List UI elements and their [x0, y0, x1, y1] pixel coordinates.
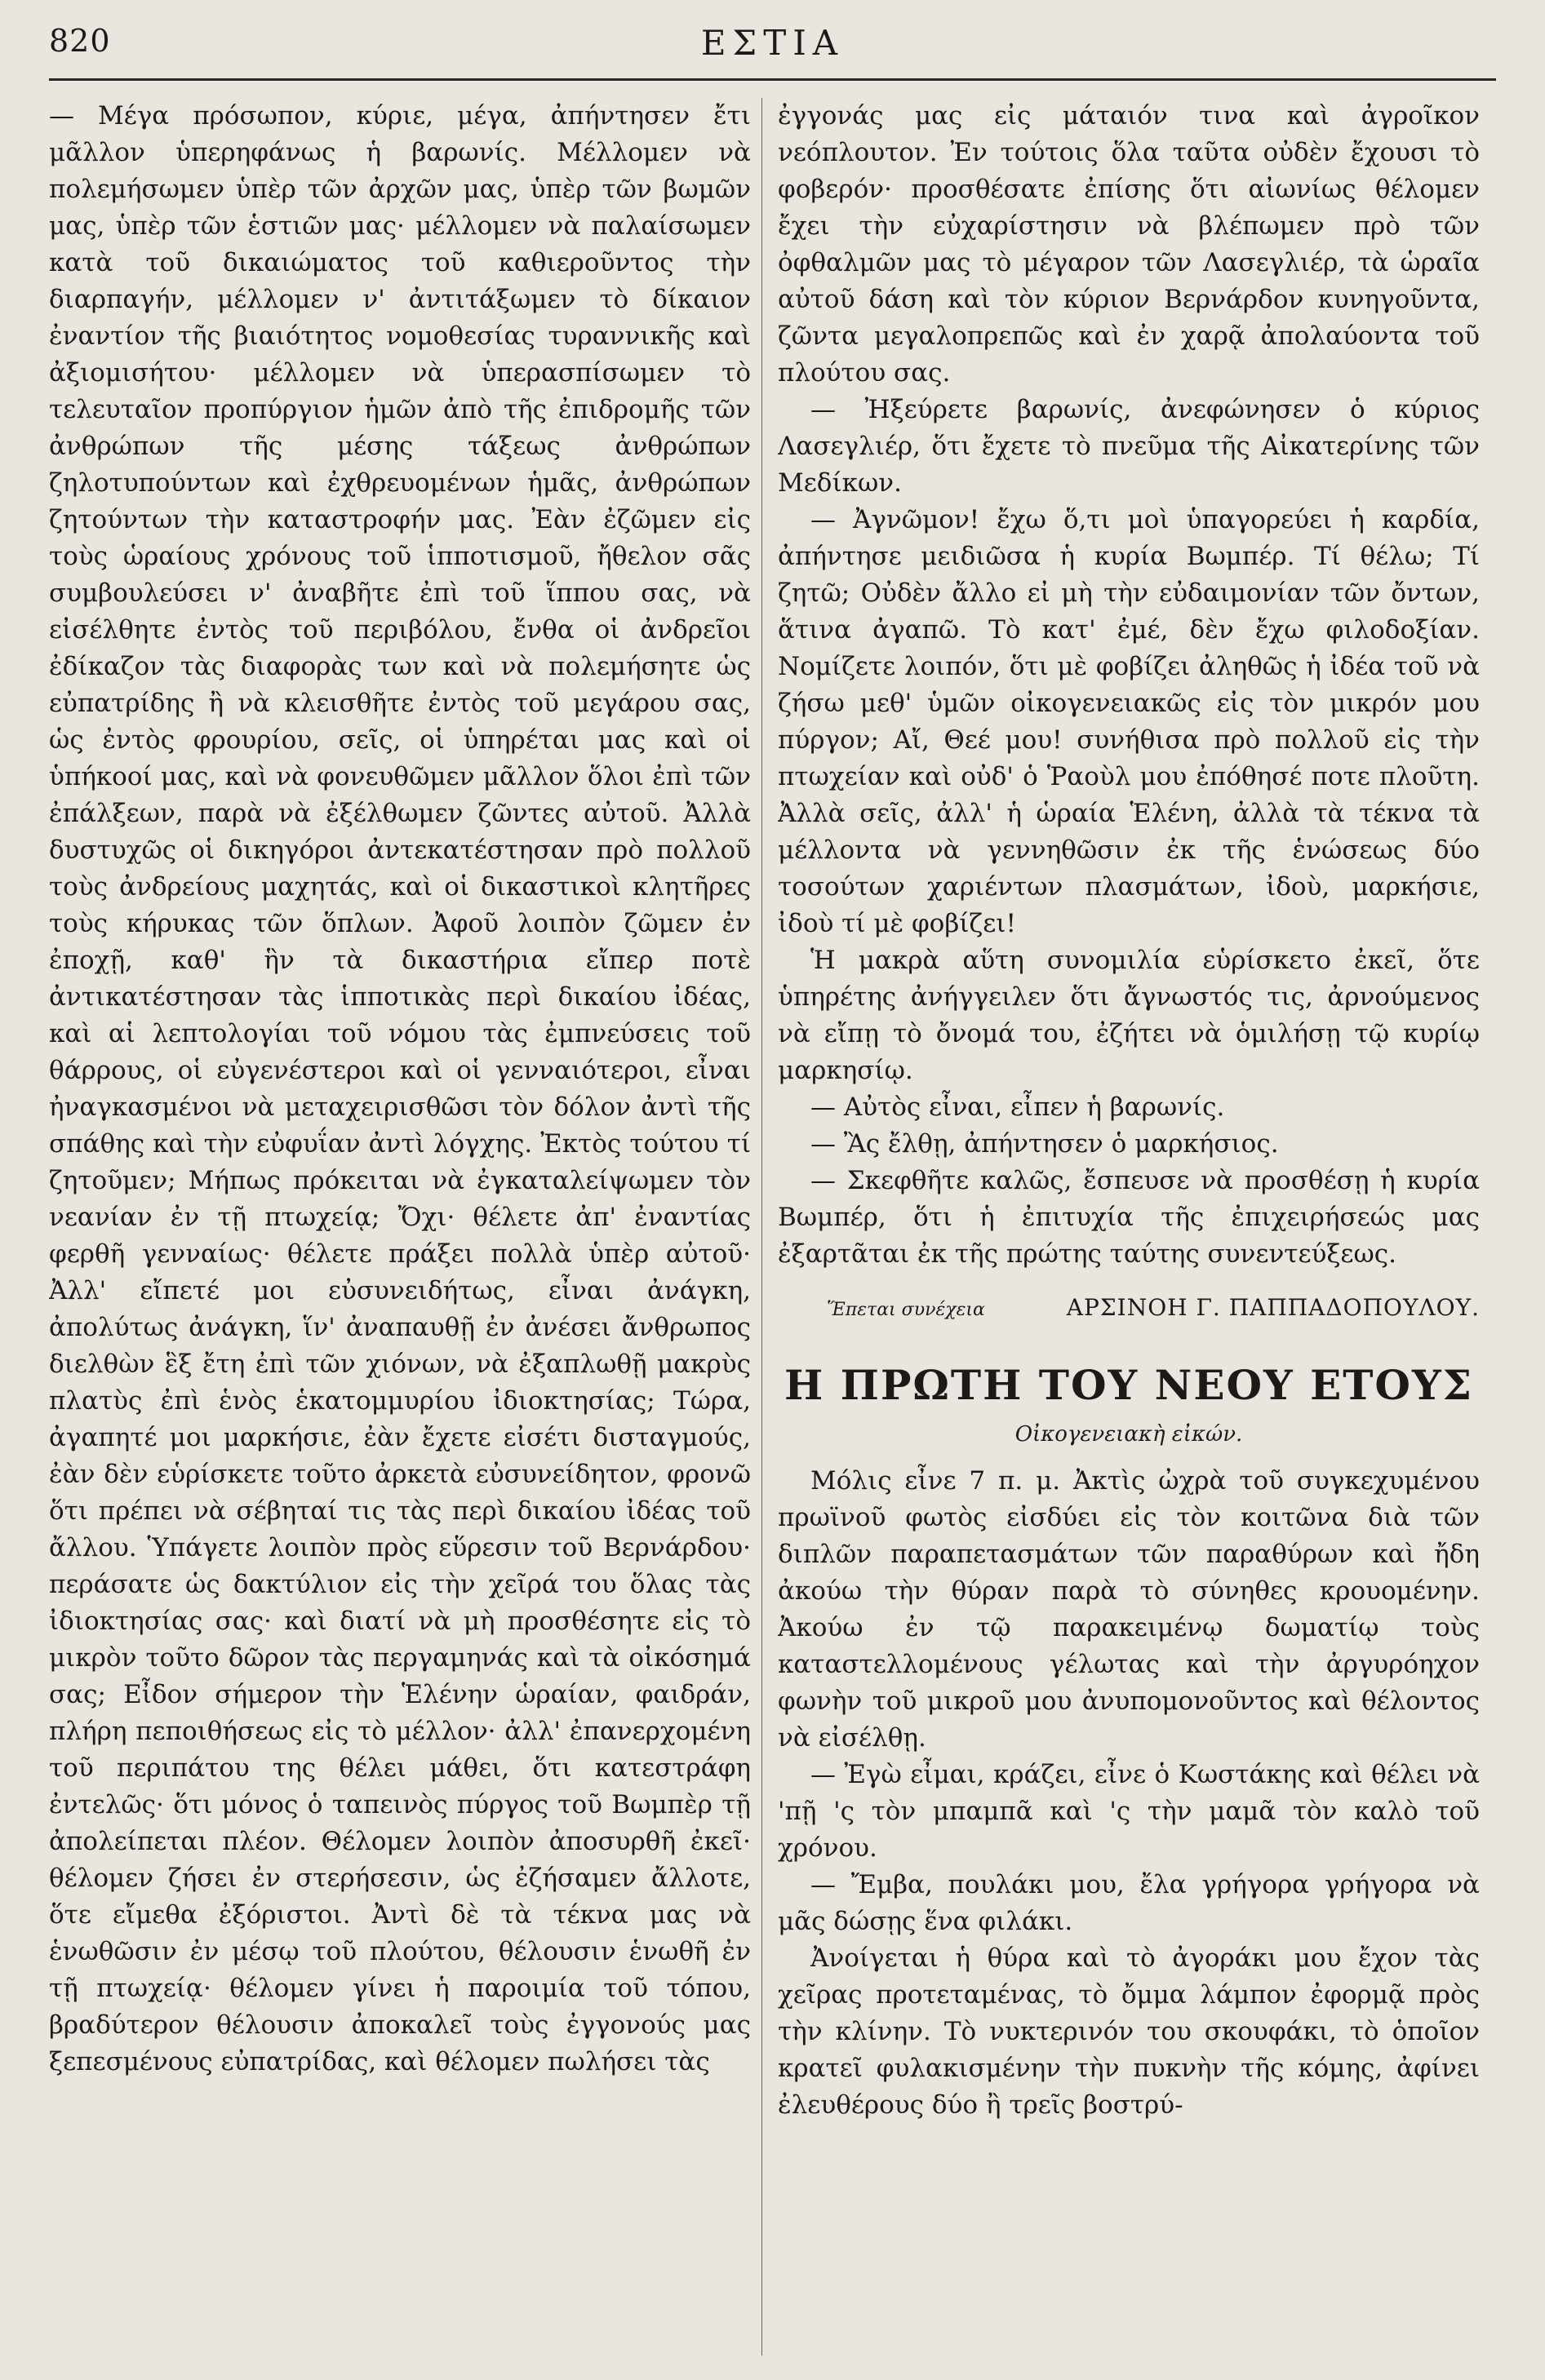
header-rule: [49, 78, 1496, 81]
paragraph: — Αὐτὸς εἶναι, εἶπεν ἡ βαρωνίς.: [810, 1092, 1225, 1122]
paragraph: Ἀνοίγεται ἡ θύρα καὶ τὸ ἀγοράκι μου ἔχον τὰς χεῖρας προτεταμένας, τὸ ὄμμα λάμπον ἐφορμᾷ πρὸς τὴν κλίνην. Τὸ νυκτερινόν του σκουφάκι, τὸ ὁποῖον κρατεῖ φυλακισμένην τὴν πυκνὴν τῆς κόμης, ἀφίνει ἐλευθέρους δύο ἢ τρεῖς βοστρύ-: [778, 1943, 1480, 2120]
paragraph: — Μέγα πρόσωπον, κύριε, μέγα, ἀπήντησεν ἔτι μᾶλλον ὑπερηφάνως ἡ βαρωνίς. Μέλλομεν νὰ πολεμήσωμεν ὑπὲρ τῶν ἀρχῶν μας, ὑπὲρ τῶν βωμῶν μας, ὑπὲρ τῶν ἑστιῶν μας· μέλλομεν νὰ παλαίσωμεν κατὰ τοῦ δικαιώματος τοῦ καθιεροῦντος τὴν διαρπαγήν, μέλλομεν ν' ἀντιτάξωμεν τὸ δίκαιον ἐναντίον τῆς βιαιότητος νομοθεσίας τυραννικῆς καὶ ἀξιομισήτου· μέλλομεν νὰ ὑπερασπίσωμεν τὸ τελευταῖον προπύργιον ἡμῶν ἀπὸ τῆς ἐπιδρομῆς τῶν ἀνθρώπων τῆς μέσης τάξεως ἀνθρώπων ζηλοτυπούντων καὶ ἐχθρευομένων ἡμᾶς, ἀνθρώπων ζητούντων τὴν καταστροφήν μας. Ἐὰν ἐζῶμεν εἰς τοὺς ὡραίους χρόνους τοῦ ἱπποτισμοῦ, ἤθελον σᾶς συμβουλεύσει ν' ἀναβῆτε ἐπὶ τοῦ ἵππου σας, νὰ εἰσέλθητε ἐντὸς τοῦ περιβόλου, ἔνθα οἱ ἀνδρεῖοι ἐδίκαζον τὰς διαφορὰς των καὶ νὰ πολεμήσητε ὡς εὐπατρίδης ἢ νὰ κλεισθῆτε ἐντὸς τοῦ μεγάρου σας, ὡς ἐντὸς φρουρίου, σεῖς, οἱ ὑπηρέται μας καὶ οἱ ὑπήκοοί μας, καὶ νὰ φονευθῶμεν μᾶλλον ὅλοι ἐπὶ τῶν ἐπάλξεων, παρὰ νὰ ἐξέλθωμεν ζῶντες αὐτοῦ. Ἀλλὰ δυστυχῶς οἱ δικηγόροι ἀντεκατέστησαν πρὸ πολλοῦ τοὺς ἀνδρείους μαχητάς, καὶ οἱ δικαστικοὶ κλητῆρες τοὺς κήρυκας τῶν ὅπλων. Ἀφοῦ λοιπὸν ζῶμεν ἐν ἐποχῇ, καθ' ἣν τὰ δικαστήρια εἴπερ ποτὲ ἀντικατέστησαν τὰς ἱπποτικὰς περὶ δικαίου ἰδέας, καὶ αἱ λεπτολογίαι τοῦ νόμου τὰς ἐμπνεύσεις τοῦ θάρρους, οἱ εὐγενέστεροι καὶ οἱ γενναιότεροι, εἶναι ἠναγκασμένοι νὰ μεταχειρισθῶσι τὸν δόλον ἀντὶ τῆς σπάθης καὶ τὴν εὐφυΐαν ἀντὶ λόγχης. Ἐκτὸς τούτου τί ζητοῦμεν; Μήπως πρόκειται νὰ ἐγκαταλείψωμεν τὸν νεανίαν ἐν τῇ πτωχείᾳ; Ὄχι· θέλετε ἀπ' ἐναντίας φερθῆ γενναίως· θέλετε πράξει πολλὰ ὑπὲρ αὐτοῦ· Ἀλλ' εἴπετέ μοι εὐσυνειδήτως, εἶναι ἀνάγκη, ἀπολύτως ἀνάγκη, ἵν' ἀναπαυθῇ ἐν ἀνέσει ἄνθρωπος διελθὼν ἓξ ἔτη ἐπὶ τῶν χιόνων, νὰ ἐξαπλωθῇ μακρὺς πλατὺς ἐπὶ ἑνὸς ἑκατομμυρίου ἰδιοκτησίας; Τώρα, ἀγαπητέ μοι μαρκήσιε, ἐὰν ἔχετε εἰσέτι δισταγμούς, ἐὰν δὲν εὑρίσκετε τοῦτο ἀρκετὰ εὐσυνείδητον, φρονῶ ὅτι πρέπει νὰ σέβηταί τις τὰς περὶ δικαίου ἰδέας τοῦ ἄλλου. Ὑπάγετε λοιπὸν πρὸς εὕρεσιν τοῦ Βερνάρδου· περάσατε ὡς δακτύλιον εἰς τὴν χεῖρά του ὅλας τὰς ἰδιοκτησίας σας· καὶ διατί νὰ μὴ προσθέσητε εἰς τὸ μικρὸν τοῦτο δῶρον τὰς περγαμηνάς καὶ τὰ οἰκόσημά σας; Εἶδον σήμερον τὴν Ἑλένην ὡραίαν, φαιδράν, πλήρη πεποιθήσεως εἰς τὸ μέλλον· ἀλλ' ἐπανερχομένη τοῦ περιπάτου της θέλει μάθει, ὅτι κατεστράφη ἐντελῶς· ὅτι μόνος ὁ ταπεινὸς πύργος τοῦ Βωμπὲρ τῇ ἀπολείπεται πλέον. Θέλομεν λοιπὸν ἀποσυρθῆ ἐκεῖ· θέλομεν ζήσει ἐν στερήσεσιν, ὡς ἐζήσαμεν ἄλλοτε, ὅτε εἴμεθα ἐξόριστοι. Ἀντὶ δὲ τὰ τέκνα μας νὰ ἑνωθῶσιν ἐν μέσῳ τοῦ πλούτου, θέλουσιν ἑνωθῆ ἐν τῇ πτωχείᾳ· θέλομεν γίνει ἡ παροιμία τοῦ τόπου, βραδύτερον θέλουσιν ἀποκαλεῖ τοὺς ἐγγονούς μας ξεπεσμένους εὐπατρίδας, καὶ θέλομεν πωλήσει τὰς: [49, 101, 751, 2076]
paragraph: Μόλις εἶνε 7 π. μ. Ἀκτὶς ὠχρὰ τοῦ συγκεχυμένου πρωϊνοῦ φωτὸς εἰσδύει εἰς τὸν κοιτῶνα διὰ τῶν διπλῶν παραπετασμάτων τῶν παραθύρων καὶ ἤδη ἀκούω τὴν θύραν παρὰ τὸ σύνηθες κρουομένην. Ἀκούω ἐν τῷ παρακειμένῳ δωματίῳ τοὺς καταστελλομένους γέλωτας καὶ τὴν ἀργυρόηχον φωνὴν τοῦ μικροῦ μου ἀνυπομονοῦντος καὶ θέλοντος νὰ εἰσέλθῃ.: [778, 1466, 1480, 1753]
paragraph: Ἡ μακρὰ αὕτη συνομιλία εὑρίσκετο ἐκεῖ, ὅτε ὑπηρέτης ἀνήγγειλεν ὅτι ἄγνωστός τις, ἀρνούμενος νὰ εἴπῃ τὸ ὄνομά του, ἐζήτει νὰ ὁμιλήσῃ τῷ κυρίῳ μαρκησίῳ.: [778, 946, 1480, 1085]
author-signature: ΑΡΣΙΝΟΗ Γ. ΠΑΠΠΑΔΟΠΟΥΛΟΥ.: [1066, 1294, 1480, 1321]
paragraph: — Ἀγνῶμον! ἔχω ὅ,τι μοὶ ὑπαγορεύει ἡ καρδία, ἀπήντησε μειδιῶσα ἡ κυρία Βωμπέρ. Τί θέλω; Τί ζητῶ; Οὐδὲν ἄλλο εἰ μὴ τὴν εὐδαιμονίαν τῶν ὄντων, ἅτινα ἀγαπῶ. Τὸ κατ' ἐμέ, δὲν ἔχω φιλοδοξίαν. Νομίζετε λοιπόν, ὅτι μὲ φοβίζει ἀληθῶς ἡ ἰδέα τοῦ νὰ ζήσω μεθ' ὑμῶν οἰκογενειακῶς εἰς τὸν μικρόν μου πύργον; Αἴ, Θεέ μου! συνήθισα πρὸ πολλοῦ εἰς τὴν πτωχείαν καὶ οὐδ' ὁ Ῥαοὺλ μου ἐπόθησέ ποτε πλοῦτη. Ἀλλὰ σεῖς, ἀλλ' ἡ ὡραία Ἑλένη, ἀλλὰ τὰ τέκνα τὰ μέλλοντα νὰ γεννηθῶσιν ἐκ τῆς ἑνώσεως δύο τοσούτων χαριέντων πλασμάτων, ἰδοὺ, μαρκήσιε, ἰδοὺ τί μὲ φοβίζει!: [778, 505, 1480, 938]
paragraph: — Ἐγὼ εἶμαι, κράζει, εἶνε ὁ Κωστάκης καὶ θέλει νὰ 'πῇ 'ς τὸν μπαμπᾶ καὶ 'ς τὴν μαμᾶ τὸν καλὸ τοῦ χρόνου.: [778, 1760, 1480, 1863]
sequel-note: Ἕπεται συνέχεια: [827, 1300, 985, 1320]
paragraph: ἐγγονάς μας εἰς μάταιόν τινα καὶ ἀγροῖκον νεόπλουτον. Ἐν τούτοις ὅλα ταῦτα οὐδὲν ἔχουσι τὸ φοβερόν· προσθέσατε ἐπίσης ὅτι αἰωνίως θέλομεν ἔχει τὴν εὐχαρίστησιν νὰ βλέπωμεν πρὸ τῶν ὀφθαλμῶν μας τὸ μέγαρον τῶν Λασεγλιέρ, τὰ ὡραῖα αὐτοῦ δάση καὶ τὸν κύριον Βερνάρδον κυνηγοῦντα, ζῶντα μεγαλοπρεπῶς καὶ ἐν χαρᾷ ἀπολαύοντα τοῦ πλούτου σας.: [778, 101, 1480, 388]
paragraph: — Ἂς ἔλθῃ, ἀπήντησεν ὁ μαρκήσιος.: [810, 1129, 1279, 1159]
left-column: [49, 98, 751, 2358]
page-number: 820: [49, 23, 111, 59]
story-subtitle: Οἰκογενειακὴ εἰκών.: [1014, 1422, 1243, 1447]
article-footer: [778, 1289, 1480, 1328]
page-header: [49, 23, 1496, 62]
story-title: Η ΠΡΩΤΗ ΤΟΥ ΝΕΟΥ ΕΤΟΥΣ: [784, 1361, 1474, 1409]
paragraph: — Ἔμβα, πουλάκι μου, ἔλα γρήγορα γρήγορα νὰ μᾶς δώσῃς ἕνα φιλάκι.: [778, 1870, 1480, 1936]
right-column: [778, 98, 1480, 2358]
paragraph: — Σκεφθῆτε καλῶς, ἔσπευσε νὰ προσθέσῃ ἡ κυρία Βωμπέρ, ὅτι ἡ ἐπιτυχία τῆς ἐπιχειρήσεώς μας ἐξαρτᾶται ἐκ τῆς πρώτης ταύτης συνεντεύξεως.: [778, 1166, 1480, 1269]
journal-title: ΕΣΤΙΑ: [700, 23, 845, 63]
paragraph: — Ἠξεύρετε βαρωνίς, ἀνεφώνησεν ὁ κύριος Λασεγλιέρ, ὅτι ἔχετε τὸ πνεῦμα τῆς Αἰκατερίνης τῶν Μεδίκων.: [778, 395, 1480, 498]
column-divider: [761, 98, 762, 2356]
